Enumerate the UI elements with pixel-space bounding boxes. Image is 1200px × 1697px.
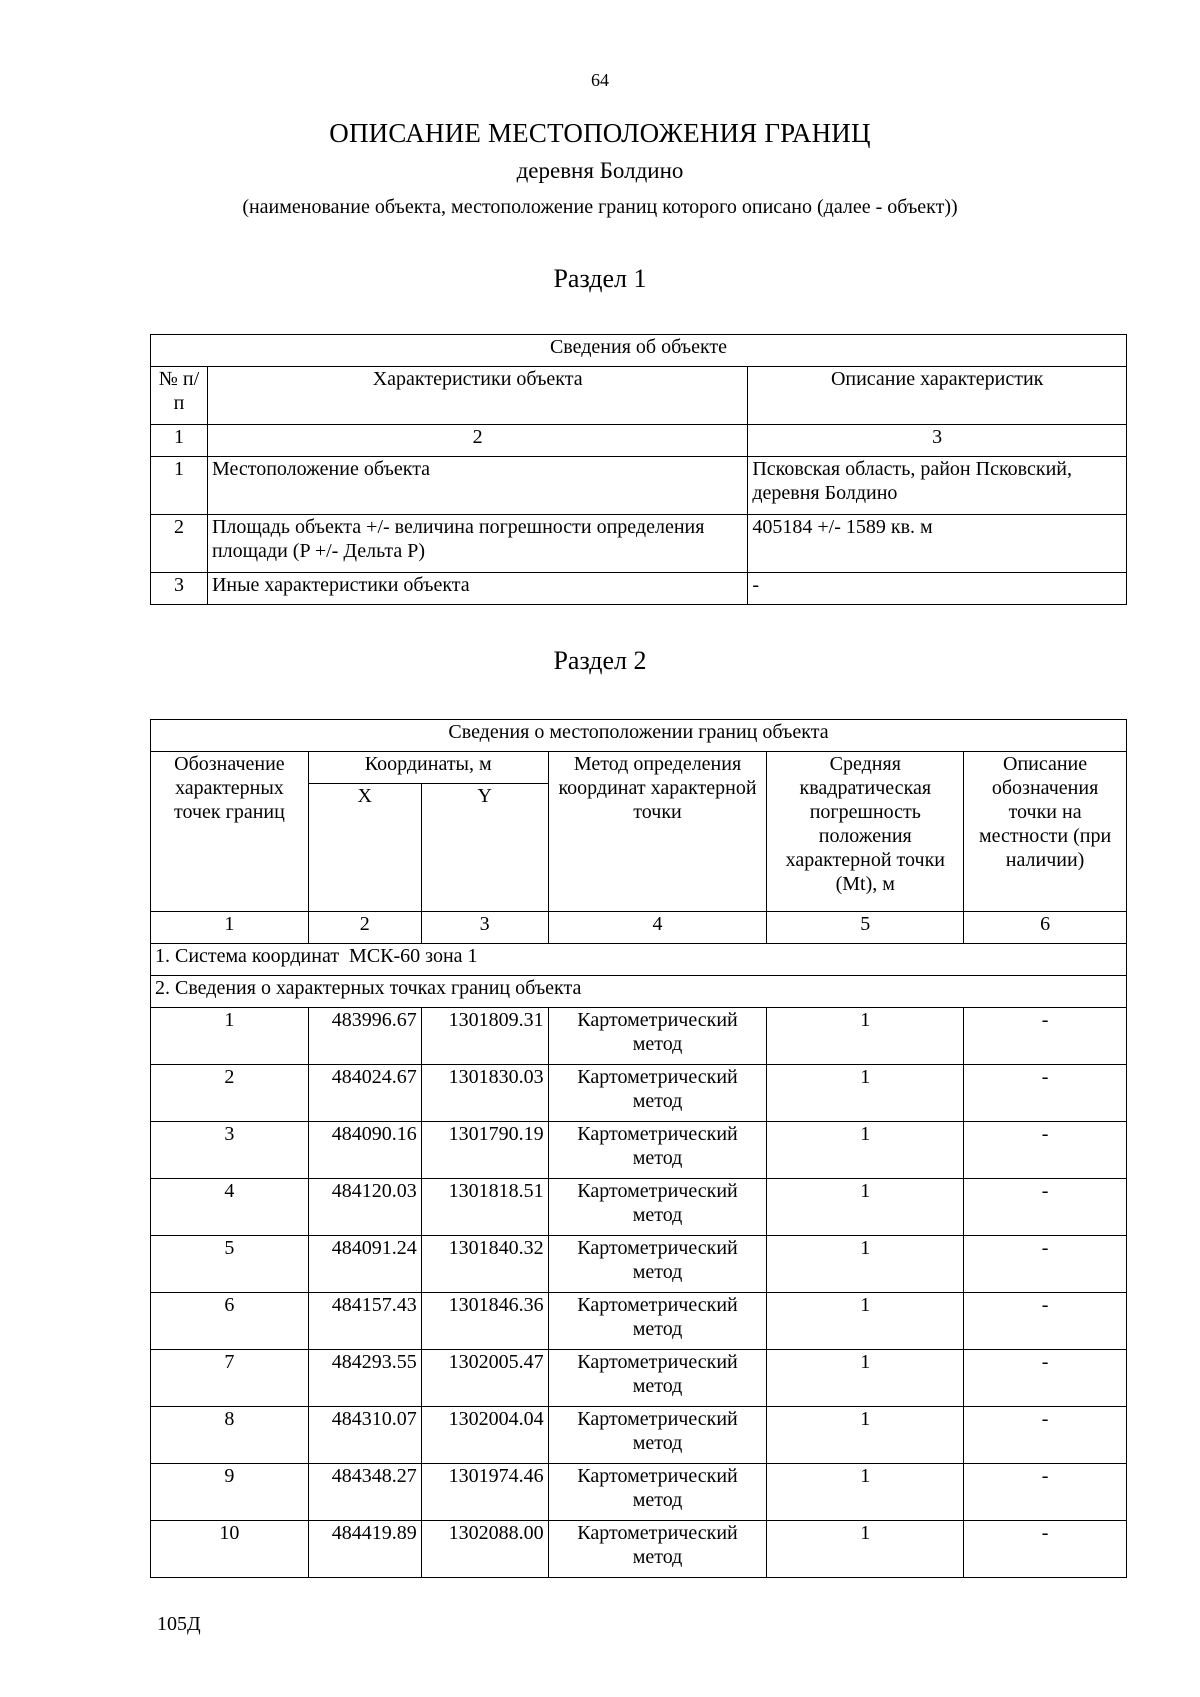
method: Картометрический метод	[548, 1122, 767, 1179]
column-number: 1	[151, 912, 309, 944]
header-description: Описание характеристик	[748, 367, 1127, 425]
row-characteristic: Иные характеристики объекта	[207, 573, 747, 605]
coordinate-y: 1301974.46	[421, 1464, 548, 1521]
method: Картометрический метод	[548, 1065, 767, 1122]
coordinate-y: 1301809.31	[421, 1008, 548, 1065]
column-number: 1	[151, 425, 208, 457]
point-id: 5	[151, 1236, 309, 1293]
column-number: 2	[308, 912, 421, 944]
method: Картометрический метод	[548, 1350, 767, 1407]
header-point-description: Описание обозначения точки на местности (при наличии)	[964, 752, 1127, 912]
point-description: -	[964, 1293, 1127, 1350]
coordinate-x: 484090.16	[308, 1122, 421, 1179]
coordinate-y: 1301830.03	[421, 1065, 548, 1122]
coordinate-x: 483996.67	[308, 1008, 421, 1065]
point-description: -	[964, 1521, 1127, 1578]
table-caption: Сведения о местоположении границ объекта	[151, 720, 1127, 752]
mt-error: 1	[767, 1464, 964, 1521]
point-description: -	[964, 1407, 1127, 1464]
method: Картометрический метод	[548, 1008, 767, 1065]
point-description: -	[964, 1464, 1127, 1521]
table-row	[151, 573, 1127, 605]
column-number: 3	[748, 425, 1127, 457]
row-value: Псковская область, район Псковский, деревня Болдино	[748, 457, 1127, 515]
point-description: -	[964, 1236, 1127, 1293]
row-characteristic: Местоположение объекта	[207, 457, 747, 515]
point-description: -	[964, 1122, 1127, 1179]
mt-error: 1	[767, 1350, 964, 1407]
coordinate-x: 484293.55	[308, 1350, 421, 1407]
point-description: -	[964, 1350, 1127, 1407]
header-x: X	[308, 784, 421, 912]
point-description: -	[964, 1008, 1127, 1065]
footer-code: 105Д	[157, 1613, 201, 1635]
table-row	[151, 1122, 1127, 1179]
mt-error: 1	[767, 1122, 964, 1179]
point-id: 10	[151, 1521, 309, 1578]
mt-error: 1	[767, 1521, 964, 1578]
table-row	[151, 1464, 1127, 1521]
coordinate-x: 484348.27	[308, 1464, 421, 1521]
table-row	[151, 1350, 1127, 1407]
coordinate-y: 1302004.04	[421, 1407, 548, 1464]
point-id: 7	[151, 1350, 309, 1407]
method: Картометрический метод	[548, 1179, 767, 1236]
object-info-table	[150, 334, 1127, 605]
row-num: 1	[151, 457, 208, 515]
point-id: 4	[151, 1179, 309, 1236]
row-num: 2	[151, 515, 208, 573]
point-id: 9	[151, 1464, 309, 1521]
header-coordinates: Координаты, м	[308, 752, 548, 784]
coordinate-y: 1302088.00	[421, 1521, 548, 1578]
table-row	[151, 1236, 1127, 1293]
method: Картометрический метод	[548, 1407, 767, 1464]
row-value: 405184 +/- 1589 кв. м	[748, 515, 1127, 573]
coordinate-x: 484091.24	[308, 1236, 421, 1293]
mt-error: 1	[767, 1008, 964, 1065]
method: Картометрический метод	[548, 1293, 767, 1350]
point-id: 6	[151, 1293, 309, 1350]
coordinate-y: 1301846.36	[421, 1293, 548, 1350]
row-num: 3	[151, 573, 208, 605]
point-id: 8	[151, 1407, 309, 1464]
method: Картометрический метод	[548, 1236, 767, 1293]
boundary-points-table	[150, 719, 1127, 1578]
row-value: -	[748, 573, 1127, 605]
column-number: 2	[207, 425, 747, 457]
table-caption: Сведения об объекте	[151, 335, 1127, 367]
object-name-note: (наименование объекта, местоположение границ которого описано (далее - объект))	[242, 196, 958, 218]
column-number: 4	[548, 912, 767, 944]
point-description: -	[964, 1179, 1127, 1236]
mt-error: 1	[767, 1065, 964, 1122]
method: Картометрический метод	[548, 1464, 767, 1521]
points-caption: 2. Сведения о характерных точках границ объекта	[151, 976, 1127, 1008]
coordinate-y: 1302005.47	[421, 1350, 548, 1407]
coordinate-system: 1. Система координат МСК-60 зона 1	[151, 944, 1127, 976]
table-row	[151, 1065, 1127, 1122]
coordinate-x: 484157.43	[308, 1293, 421, 1350]
table-row	[151, 515, 1127, 573]
table-row	[151, 1179, 1127, 1236]
object-name: деревня Болдино	[516, 158, 684, 183]
section2-heading: Раздел 2	[553, 646, 647, 675]
point-id: 1	[151, 1008, 309, 1065]
page-number: 64	[591, 70, 609, 90]
point-description: -	[964, 1065, 1127, 1122]
table-row	[151, 1293, 1127, 1350]
coordinate-y: 1301840.32	[421, 1236, 548, 1293]
mt-error: 1	[767, 1407, 964, 1464]
table-row	[151, 1008, 1127, 1065]
coordinate-y: 1301818.51	[421, 1179, 548, 1236]
column-number: 5	[767, 912, 964, 944]
header-method: Метод определения координат характерной точки	[548, 752, 767, 912]
row-characteristic: Площадь объекта +/- величина погрешности определения площади (P +/- Дельта P)	[207, 515, 747, 573]
section1-heading: Раздел 1	[553, 264, 647, 293]
method: Картометрический метод	[548, 1521, 767, 1578]
header-characteristics: Характеристики объекта	[207, 367, 747, 425]
coordinate-x: 484120.03	[308, 1179, 421, 1236]
coordinate-x: 484024.67	[308, 1065, 421, 1122]
coordinate-x: 484419.89	[308, 1521, 421, 1578]
header-num: № п/п	[151, 367, 208, 425]
table-row	[151, 1407, 1127, 1464]
point-id: 3	[151, 1122, 309, 1179]
document-title: ОПИСАНИЕ МЕСТОПОЛОЖЕНИЯ ГРАНИЦ	[329, 118, 871, 148]
header-y: Y	[421, 784, 548, 912]
coordinate-x: 484310.07	[308, 1407, 421, 1464]
mt-error: 1	[767, 1179, 964, 1236]
table-row	[151, 457, 1127, 515]
header-error: Средняя квадратическая погрешность положения характерной точки (Mt), м	[767, 752, 964, 912]
column-number: 6	[964, 912, 1127, 944]
coordinate-y: 1301790.19	[421, 1122, 548, 1179]
mt-error: 1	[767, 1236, 964, 1293]
mt-error: 1	[767, 1293, 964, 1350]
point-id: 2	[151, 1065, 309, 1122]
column-number: 3	[421, 912, 548, 944]
header-designation: Обозначение характерных точек границ	[151, 752, 309, 912]
table-row	[151, 1521, 1127, 1578]
